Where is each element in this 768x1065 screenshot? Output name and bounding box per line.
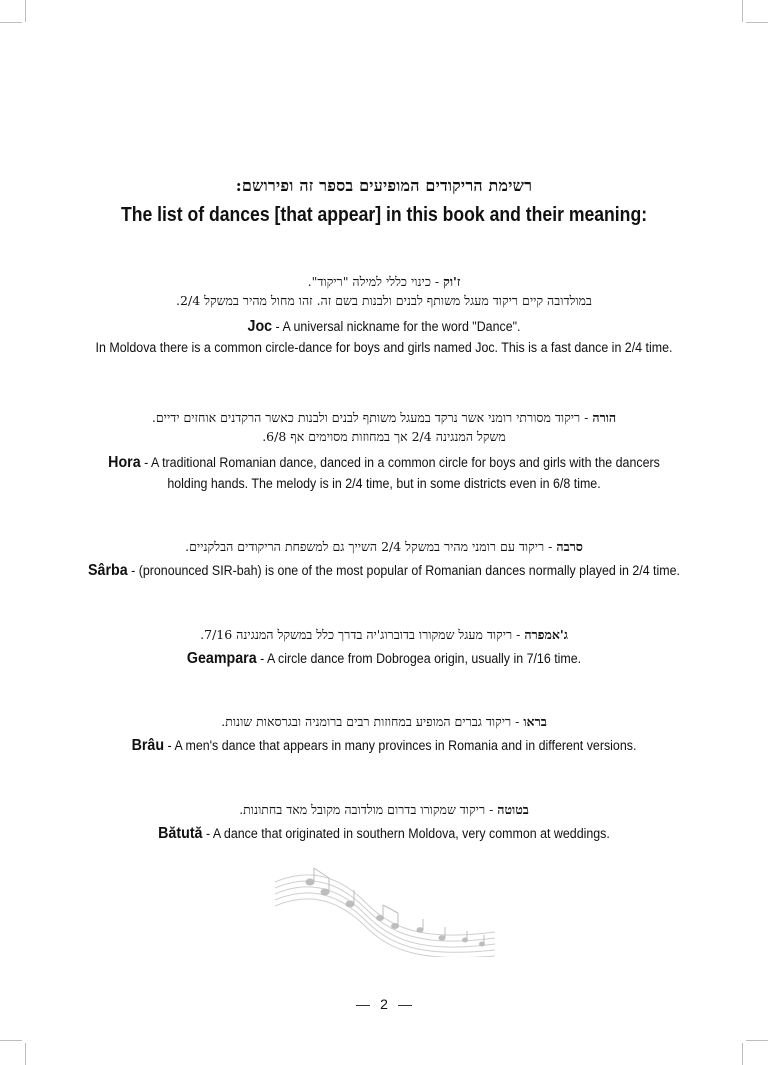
english-term: Hora [108,454,141,471]
hebrew-definition-line: משקל המנגינה 2/4 אך במחוזות מסוימים אף 6/8. [262,429,506,444]
english-definition-line [31,452,738,473]
dance-entry-brau [0,712,768,756]
hebrew-definition-line [0,408,768,427]
hebrew-term: סרבה [556,539,583,554]
english-definition-line [31,316,738,337]
english-definition-line: In Moldova there is a common circle-dance for boys and girls named Joc. This is a fast dance in 2/4 time. [95,340,673,355]
hebrew-term: ז'וק [443,274,461,289]
english-text: - (pronounced SIR-bah) is one of the most popular of Romanian dances normally played in 2/4 time. [131,563,680,578]
hebrew-definition-line [0,625,768,644]
english-term: Bătută [158,825,203,842]
dance-entry-hora [0,408,768,494]
dance-entry-joc [0,272,768,358]
music-notes-swirl-icon [270,862,500,957]
dance-entry-batuta [0,800,768,844]
crop-mark [742,1043,743,1065]
hebrew-text: - ריקוד מסורתי רומני אשר נרקד במעגל משותף לבנים ולבנות כאשר הרקדנים אוחזים ידיים. [151,410,589,425]
crop-mark [0,1040,22,1041]
page-number-value: 2 [380,996,388,1012]
hebrew-term: בראו [523,714,547,729]
crop-mark [746,22,768,23]
hebrew-text: - ריקוד עם רומני מהיר במשקל 2/4 השייך גם למשפחת הריקודים הבלקניים. [185,539,553,554]
english-definition-line [31,823,738,844]
hebrew-text: - ריקוד שמקורו בדרום מולדובה מקובל מאד בחתונות. [239,802,494,817]
page-title-english: The list of dances [that appear] in this book and their meaning: [120,204,648,226]
english-text: - A circle dance from Dobrogea origin, usually in 7/16 time. [260,651,582,666]
hebrew-text: - ריקוד גברים המופיע במחוזות רבים ברומניה ובגרסאות שונות. [221,714,520,729]
hebrew-definition-line [0,272,768,291]
page-number-dash [398,1005,412,1006]
dance-entry-geampara [0,625,768,669]
dance-entry-sarba [0,537,768,581]
hebrew-term: הורה [592,410,617,425]
crop-mark [25,0,26,22]
hebrew-definition-line [0,712,768,731]
english-text: - A traditional Romanian dance, danced in a common circle for boys and girls with the dancers [144,455,660,470]
english-term: Geampara [186,650,257,667]
english-definition-line [31,735,738,756]
english-text: - A dance that originated in southern Moldova, very common at weddings. [205,826,610,841]
crop-mark [742,0,743,22]
english-text: - A men's dance that appears in many provinces in Romania and in different versions. [167,738,637,753]
english-term: Joc [247,318,273,335]
hebrew-text: - כינוי כללי למילה "ריקוד". [307,274,440,289]
hebrew-text: - ריקוד מעגל שמקורו בדוברוג'יה בדרך כלל במשקל המנגינה 7/16. [200,627,521,642]
hebrew-term: ג'אמפרה [524,627,568,642]
english-term: Brâu [131,737,165,754]
hebrew-term: בטוטה [497,802,529,817]
page-number [0,996,768,1012]
english-term: Sârba [88,562,128,579]
english-definition-line [31,560,738,581]
english-definition-line: holding hands. The melody is in 2/4 time, but in some districts even in 6/8 time. [167,476,601,491]
hebrew-definition-line: במולדובה קיים ריקוד מעגל משותף לבנים ולבנות בשם זה. זהו מחול מהיר במשקל 2/4. [176,293,592,308]
page-title-hebrew: רשימת הריקודים המופיעים בספר זה ופירושם: [235,176,533,195]
hebrew-definition-line [0,537,768,556]
page-number-dash [356,1005,370,1006]
english-definition-line [31,648,738,669]
crop-mark [0,22,22,23]
crop-mark [25,1043,26,1065]
hebrew-definition-line [0,800,768,819]
english-text: - A universal nickname for the word "Dance". [275,319,521,334]
crop-mark [746,1040,768,1041]
